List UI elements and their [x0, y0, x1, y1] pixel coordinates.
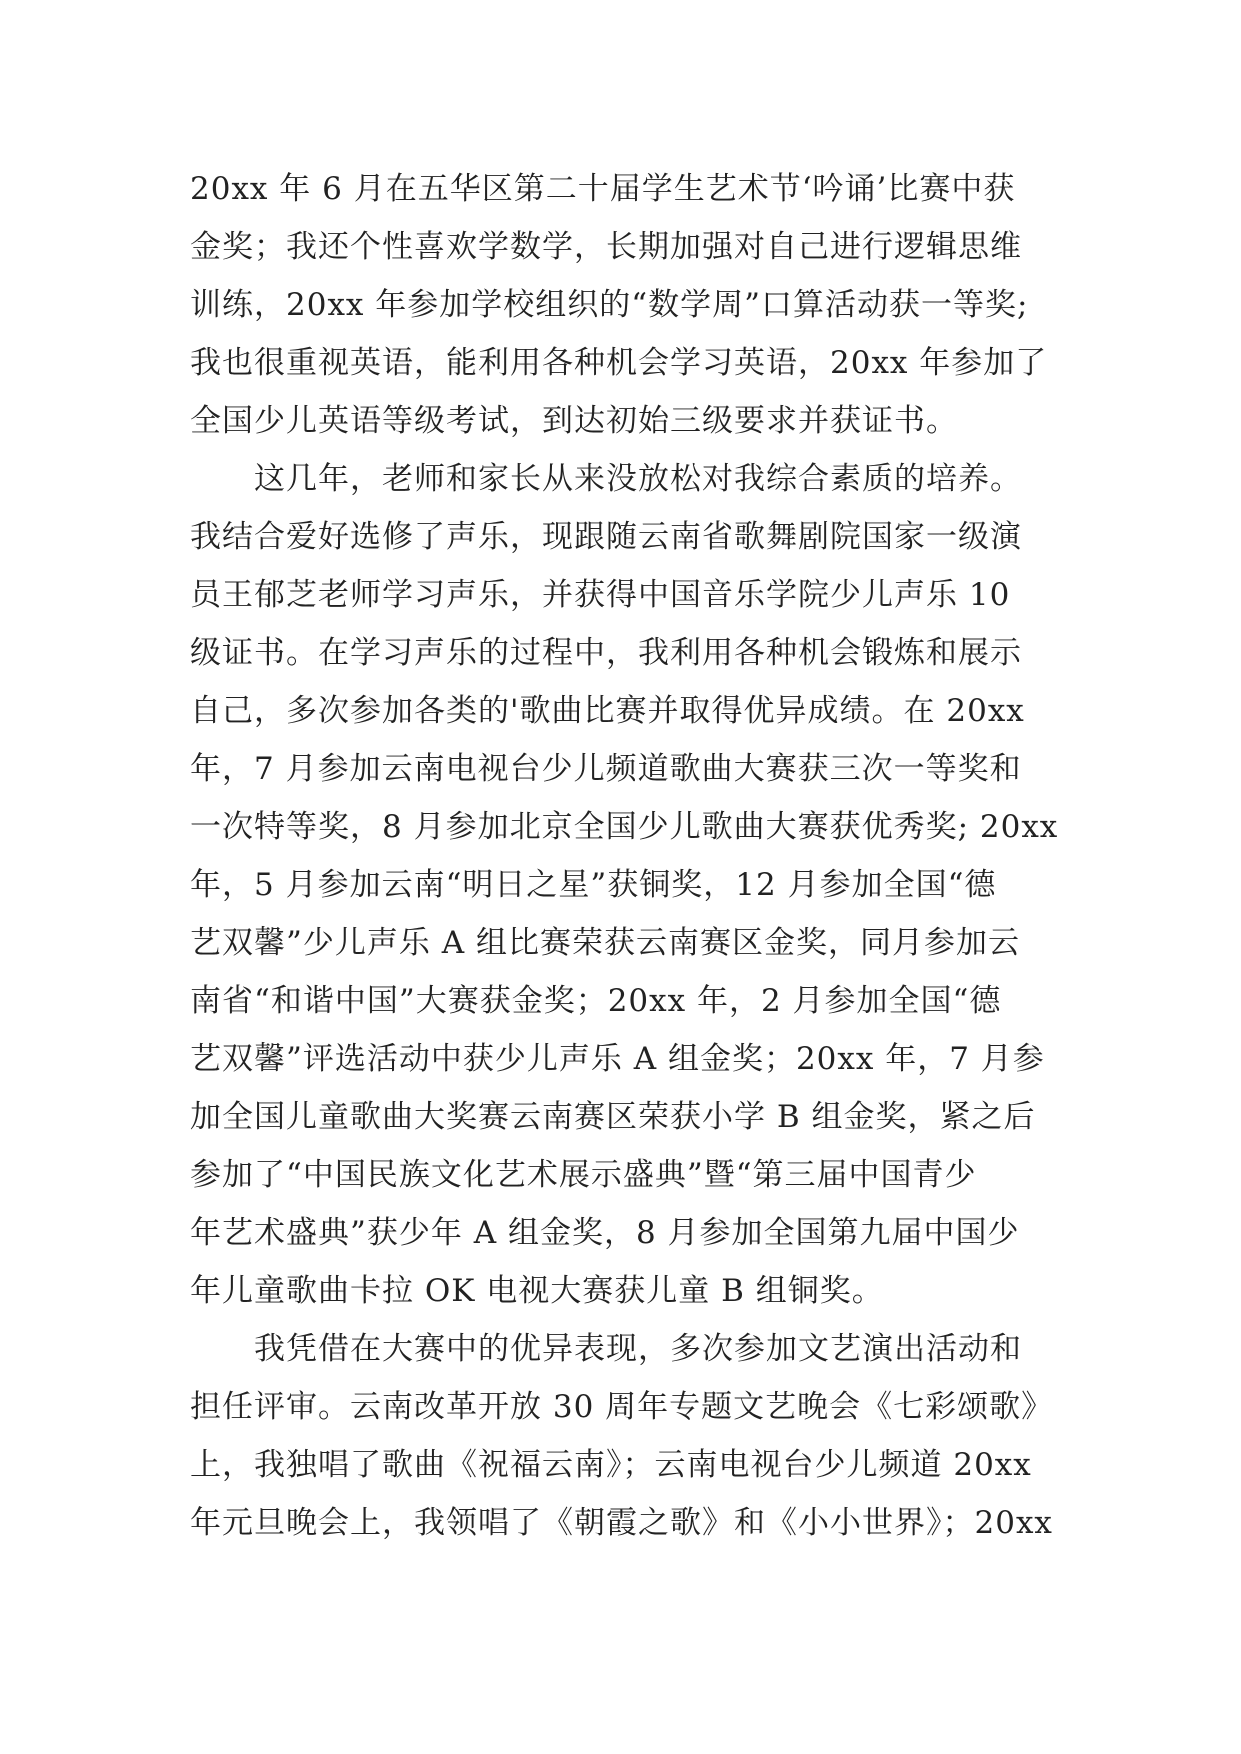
text-line: 艺双馨”评选活动中获少儿声乐 A 组金奖；20xx 年，7 月参 — [190, 1041, 1045, 1077]
text-line: 金奖；我还个性喜欢学数学，长期加强对自己进行逻辑思维 — [190, 229, 1022, 265]
text-line: 年艺术盛典”获少年 A 组金奖，8 月参加全国第九届中国少 — [190, 1215, 1020, 1251]
text-line: 我也很重视英语，能利用各种机会学习英语，20xx 年参加了 — [190, 345, 1048, 381]
text-line: 年元旦晚会上，我领唱了《朝霞之歌》和《小小世界》；20xx — [190, 1505, 1053, 1541]
text-line: 这几年，老师和家长从来没放松对我综合素质的培养。 — [190, 461, 1022, 497]
text-line: 南省“和谐中国”大赛获金奖；20xx 年，2 月参加全国“德 — [190, 983, 1002, 1019]
text-line: 我结合爱好选修了声乐，现跟随云南省歌舞剧院国家一级演 — [190, 519, 1022, 555]
text-line: 级证书。在学习声乐的过程中，我利用各种机会锻炼和展示 — [190, 635, 1022, 671]
text-line: 加全国儿童歌曲大奖赛云南赛区荣获小学 B 组金奖，紧之后 — [190, 1099, 1036, 1135]
text-line: 上，我独唱了歌曲《祝福云南》；云南电视台少儿频道 20xx — [190, 1447, 1032, 1483]
text-line: 一次特等奖，8 月参加北京全国少儿歌曲大赛获优秀奖; 20xx — [190, 809, 1059, 845]
text-line: 20xx 年 6 月在五华区第二十届学生艺术节‘吟诵’比赛中获 — [190, 171, 1016, 207]
document-body — [190, 160, 1070, 1552]
text-line: 参加了“中国民族文化艺术展示盛典”暨“第三届中国青少 — [190, 1157, 977, 1193]
text-line: 年，5 月参加云南“明日之星”获铜奖，12 月参加全国“德 — [190, 867, 997, 903]
text-line: 训练，20xx 年参加学校组织的“数学周”口算活动获一等奖; — [190, 287, 1029, 323]
text-line: 艺双馨”少儿声乐 A 组比赛荣获云南赛区金奖，同月参加云 — [190, 925, 1020, 961]
text-line: 年，7 月参加云南电视台少儿频道歌曲大赛获三次一等奖和 — [190, 751, 1022, 787]
text-line: 担任评审。云南改革开放 30 周年专题文艺晚会《七彩颂歌》 — [190, 1389, 1054, 1425]
text-line: 自己，多次参加各类的'歌曲比赛并取得优异成绩。在 20xx — [190, 693, 1025, 729]
text-line: 全国少儿英语等级考试，到达初始三级要求并获证书。 — [190, 403, 958, 439]
text-line: 员王郁芝老师学习声乐，并获得中国音乐学院少儿声乐 10 — [190, 577, 1011, 613]
text-line: 我凭借在大赛中的优异表现，多次参加文艺演出活动和 — [190, 1331, 1022, 1367]
text-line: 年儿童歌曲卡拉 OK 电视大赛获儿童 B 组铜奖。 — [190, 1273, 884, 1309]
